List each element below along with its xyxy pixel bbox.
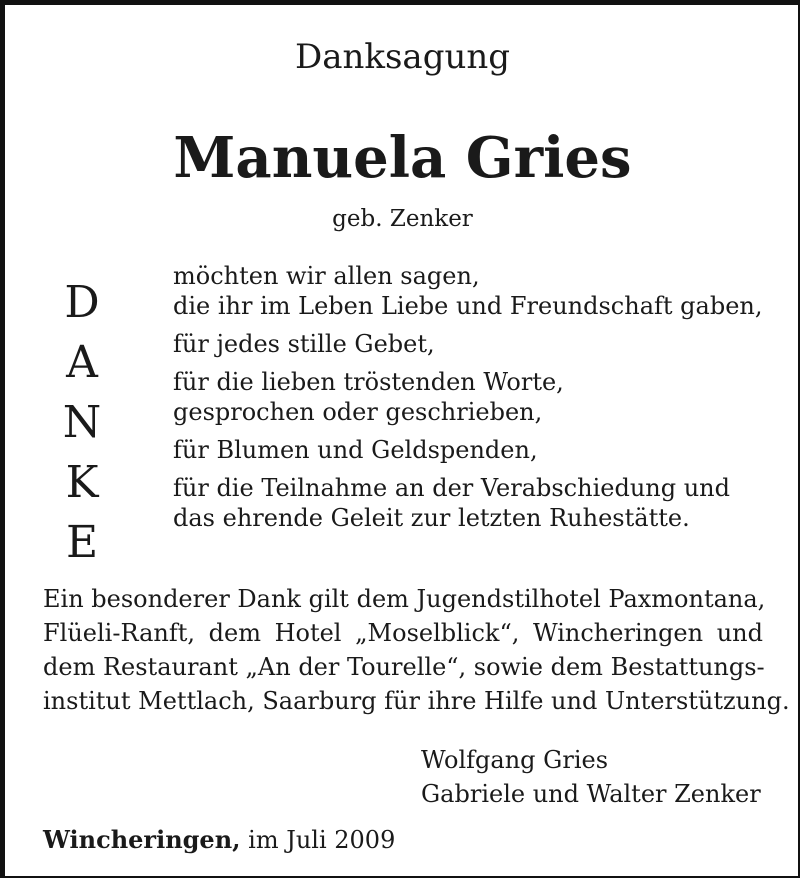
stanza xyxy=(173,473,798,533)
stanza-line: für die Teilnahme an der Verabschiedung und xyxy=(173,474,731,502)
danke-letter: D xyxy=(64,277,100,328)
stanza xyxy=(173,261,798,321)
thanks-stanzas xyxy=(173,261,798,541)
signer-name: Wolfgang Gries xyxy=(421,746,609,774)
stanza-line: das ehrende Geleit zur letzten Ruhestätte. xyxy=(173,504,690,532)
place-and-date xyxy=(43,823,543,857)
stanza-line: für Blumen und Geldspenden, xyxy=(173,436,538,464)
stanza-line: für jedes stille Gebet, xyxy=(173,330,435,358)
stanza-line: für die lieben tröstenden Worte, xyxy=(173,368,564,396)
stanza xyxy=(173,367,798,427)
special-thanks-paragraph xyxy=(43,582,790,718)
special-thanks-line: dem Restaurant „An der Tourelle“, sowie dem Bestattungs- xyxy=(43,653,765,681)
notice-heading: Danksagung xyxy=(294,37,511,77)
signer-name: Gabriele und Walter Zenker xyxy=(421,780,761,808)
special-thanks-line: Flüeli-Ranft, dem Hotel „Moselblick“, Wincheringen und xyxy=(43,619,763,647)
stanza-line: möchten wir allen sagen, xyxy=(173,262,480,290)
danke-letter: N xyxy=(62,397,102,448)
signers xyxy=(421,743,781,811)
date: im Juli 2009 xyxy=(248,826,396,854)
place: Wincheringen, xyxy=(43,825,241,854)
danke-vertical-word xyxy=(57,273,107,573)
danke-letter: A xyxy=(66,337,98,388)
danke-letter: K xyxy=(65,457,99,508)
stanza xyxy=(173,435,798,465)
stanza-line: gesprochen oder geschrieben, xyxy=(173,398,543,426)
stanza xyxy=(173,329,798,359)
danke-letter: E xyxy=(65,517,99,568)
special-thanks-line: Ein besonderer Dank gilt dem Jugendstilhotel Paxmontana, xyxy=(43,585,766,613)
maiden-name: geb. Zenker xyxy=(332,206,473,232)
stanza-line: die ihr im Leben Liebe und Freundschaft gaben, xyxy=(173,292,763,320)
special-thanks-line: institut Mettlach, Saarburg für ihre Hilfe und Unterstützung. xyxy=(43,687,790,715)
deceased-name: Manuela Gries xyxy=(173,125,632,191)
